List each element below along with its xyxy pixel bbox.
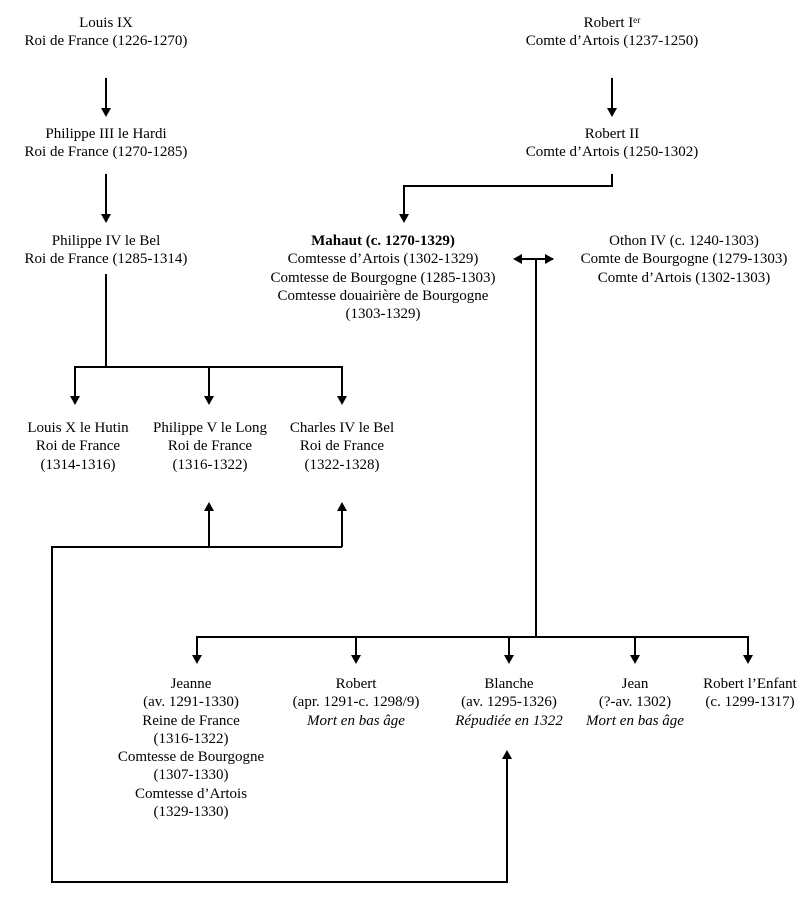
connector-robertii-bus: [403, 185, 613, 187]
arrow-down-icon: [351, 655, 361, 664]
node-line: Roi de France (1270-1285): [24, 144, 188, 161]
node-philippe-iii: [0, 125, 212, 162]
node-line: Roi de France: [35, 438, 121, 455]
node-line: Robert II: [584, 126, 640, 142]
connector-charlesiv-up: [341, 510, 343, 547]
connector-blanche-loop-bottom: [51, 881, 508, 883]
arrow-down-icon: [101, 214, 111, 223]
node-line: Comte d’Artois (1302-1303): [597, 269, 771, 286]
arrow-down-icon: [101, 108, 111, 117]
node-robert-i: [498, 14, 726, 51]
arrow-right-icon: [545, 254, 554, 264]
connector-jeanne-philippev: [208, 510, 210, 547]
node-line: Blanche: [484, 676, 534, 692]
connector-to-philippev: [208, 366, 210, 399]
node-robert-enfant: [688, 675, 812, 712]
node-line: Répudiée en 1322: [455, 712, 563, 729]
node-line: Robert Iᵉʳ: [583, 15, 641, 31]
node-line: Roi de France: [299, 438, 385, 455]
node-line: (c. 1299-1317): [705, 694, 795, 711]
node-line: Philippe III le Hardi: [45, 126, 167, 142]
arrow-down-icon: [204, 396, 214, 405]
node-line: Jeanne: [170, 676, 212, 692]
arrow-down-icon: [630, 655, 640, 664]
node-line: Robert: [335, 676, 377, 692]
node-line: (1316-1322): [153, 730, 229, 747]
node-line: Roi de France (1285-1314): [24, 251, 188, 268]
arrow-down-icon: [743, 655, 753, 664]
node-charles-iv: [272, 419, 412, 474]
arrow-up-icon: [204, 502, 214, 511]
node-line: Comte d’Artois (1250-1302): [525, 144, 699, 161]
node-line: Louis IX: [79, 15, 133, 31]
connector-roberti-robertii: [611, 78, 613, 110]
node-line: (1322-1328): [304, 456, 380, 473]
node-line: Comtesse d’Artois: [134, 785, 248, 802]
arrow-up-icon: [502, 750, 512, 759]
arrow-down-icon: [70, 396, 80, 405]
node-line: Mort en bas âge: [586, 712, 684, 729]
node-line: Comtesse douairière de Bourgogne: [277, 287, 489, 304]
node-mahaut: [252, 232, 514, 323]
node-line: Mort en bas âge: [307, 712, 405, 729]
node-line: (1329-1330): [153, 804, 229, 821]
connector-philippeiii-philippeiv: [105, 174, 107, 217]
node-line: (1303-1329): [345, 306, 421, 323]
node-robert: [280, 675, 432, 730]
node-louis-ix: [0, 14, 212, 51]
node-blanche: [434, 675, 584, 730]
connector-blanche-loop-right: [506, 758, 508, 882]
node-othon-iv: [556, 232, 812, 287]
node-line: Roi de France: [167, 438, 253, 455]
connector-to-charlesiv: [341, 366, 343, 399]
node-louis-x: [8, 419, 148, 474]
node-line: Reine de France: [142, 712, 240, 729]
arrow-down-icon: [192, 655, 202, 664]
arrow-down-icon: [337, 396, 347, 405]
connector-children-bus: [196, 636, 747, 638]
arrow-down-icon: [607, 108, 617, 117]
node-line: Comtesse de Bourgogne (1285-1303): [270, 269, 496, 286]
arrow-down-icon: [399, 214, 409, 223]
node-line: Philippe V le Long: [152, 420, 268, 436]
arrow-left-icon: [513, 254, 522, 264]
node-line: Philippe IV le Bel: [51, 233, 161, 249]
node-line: Comtesse de Bourgogne: [117, 749, 265, 766]
node-line: (1307-1330): [153, 767, 229, 784]
connector-louisix-philippeiii: [105, 78, 107, 110]
node-philippe-iv: [0, 232, 212, 269]
node-line: Robert l’Enfant: [703, 676, 797, 692]
node-jean: [572, 675, 698, 730]
node-line: Charles IV le Bel: [289, 420, 395, 436]
arrow-down-icon: [504, 655, 514, 664]
connector-jeanne-loop-vert: [51, 546, 53, 882]
node-line: Comtesse d’Artois (1302-1329): [287, 251, 479, 268]
connector-marriage-descent: [535, 258, 537, 637]
node-line: (av. 1295-1326): [461, 694, 557, 711]
node-line: Louis X le Hutin: [27, 420, 129, 436]
node-line: Mahaut (c. 1270-1329): [311, 233, 455, 249]
node-line: Roi de France (1226-1270): [24, 33, 188, 50]
node-line: (?-av. 1302): [598, 694, 672, 711]
node-line: (1314-1316): [40, 456, 116, 473]
node-line: (av. 1291-1330): [143, 694, 239, 711]
connector-robertii-mahaut: [403, 185, 405, 217]
node-line: (apr. 1291-c. 1298/9): [292, 694, 420, 711]
connector-to-louisx: [74, 366, 76, 399]
node-line: Comte de Bourgogne (1279-1303): [580, 251, 788, 268]
arrow-up-icon: [337, 502, 347, 511]
node-philippe-v: [140, 419, 280, 474]
connector-philippeiv-stem: [105, 274, 107, 367]
node-line: (1316-1322): [172, 456, 248, 473]
node-robert-ii: [498, 125, 726, 162]
node-line: Jean: [621, 676, 649, 692]
node-jeanne: [88, 675, 294, 821]
node-line: Comte d’Artois (1237-1250): [525, 33, 699, 50]
connector-charlesiv-loop-top: [51, 546, 342, 548]
node-line: Othon IV (c. 1240-1303): [609, 233, 759, 249]
